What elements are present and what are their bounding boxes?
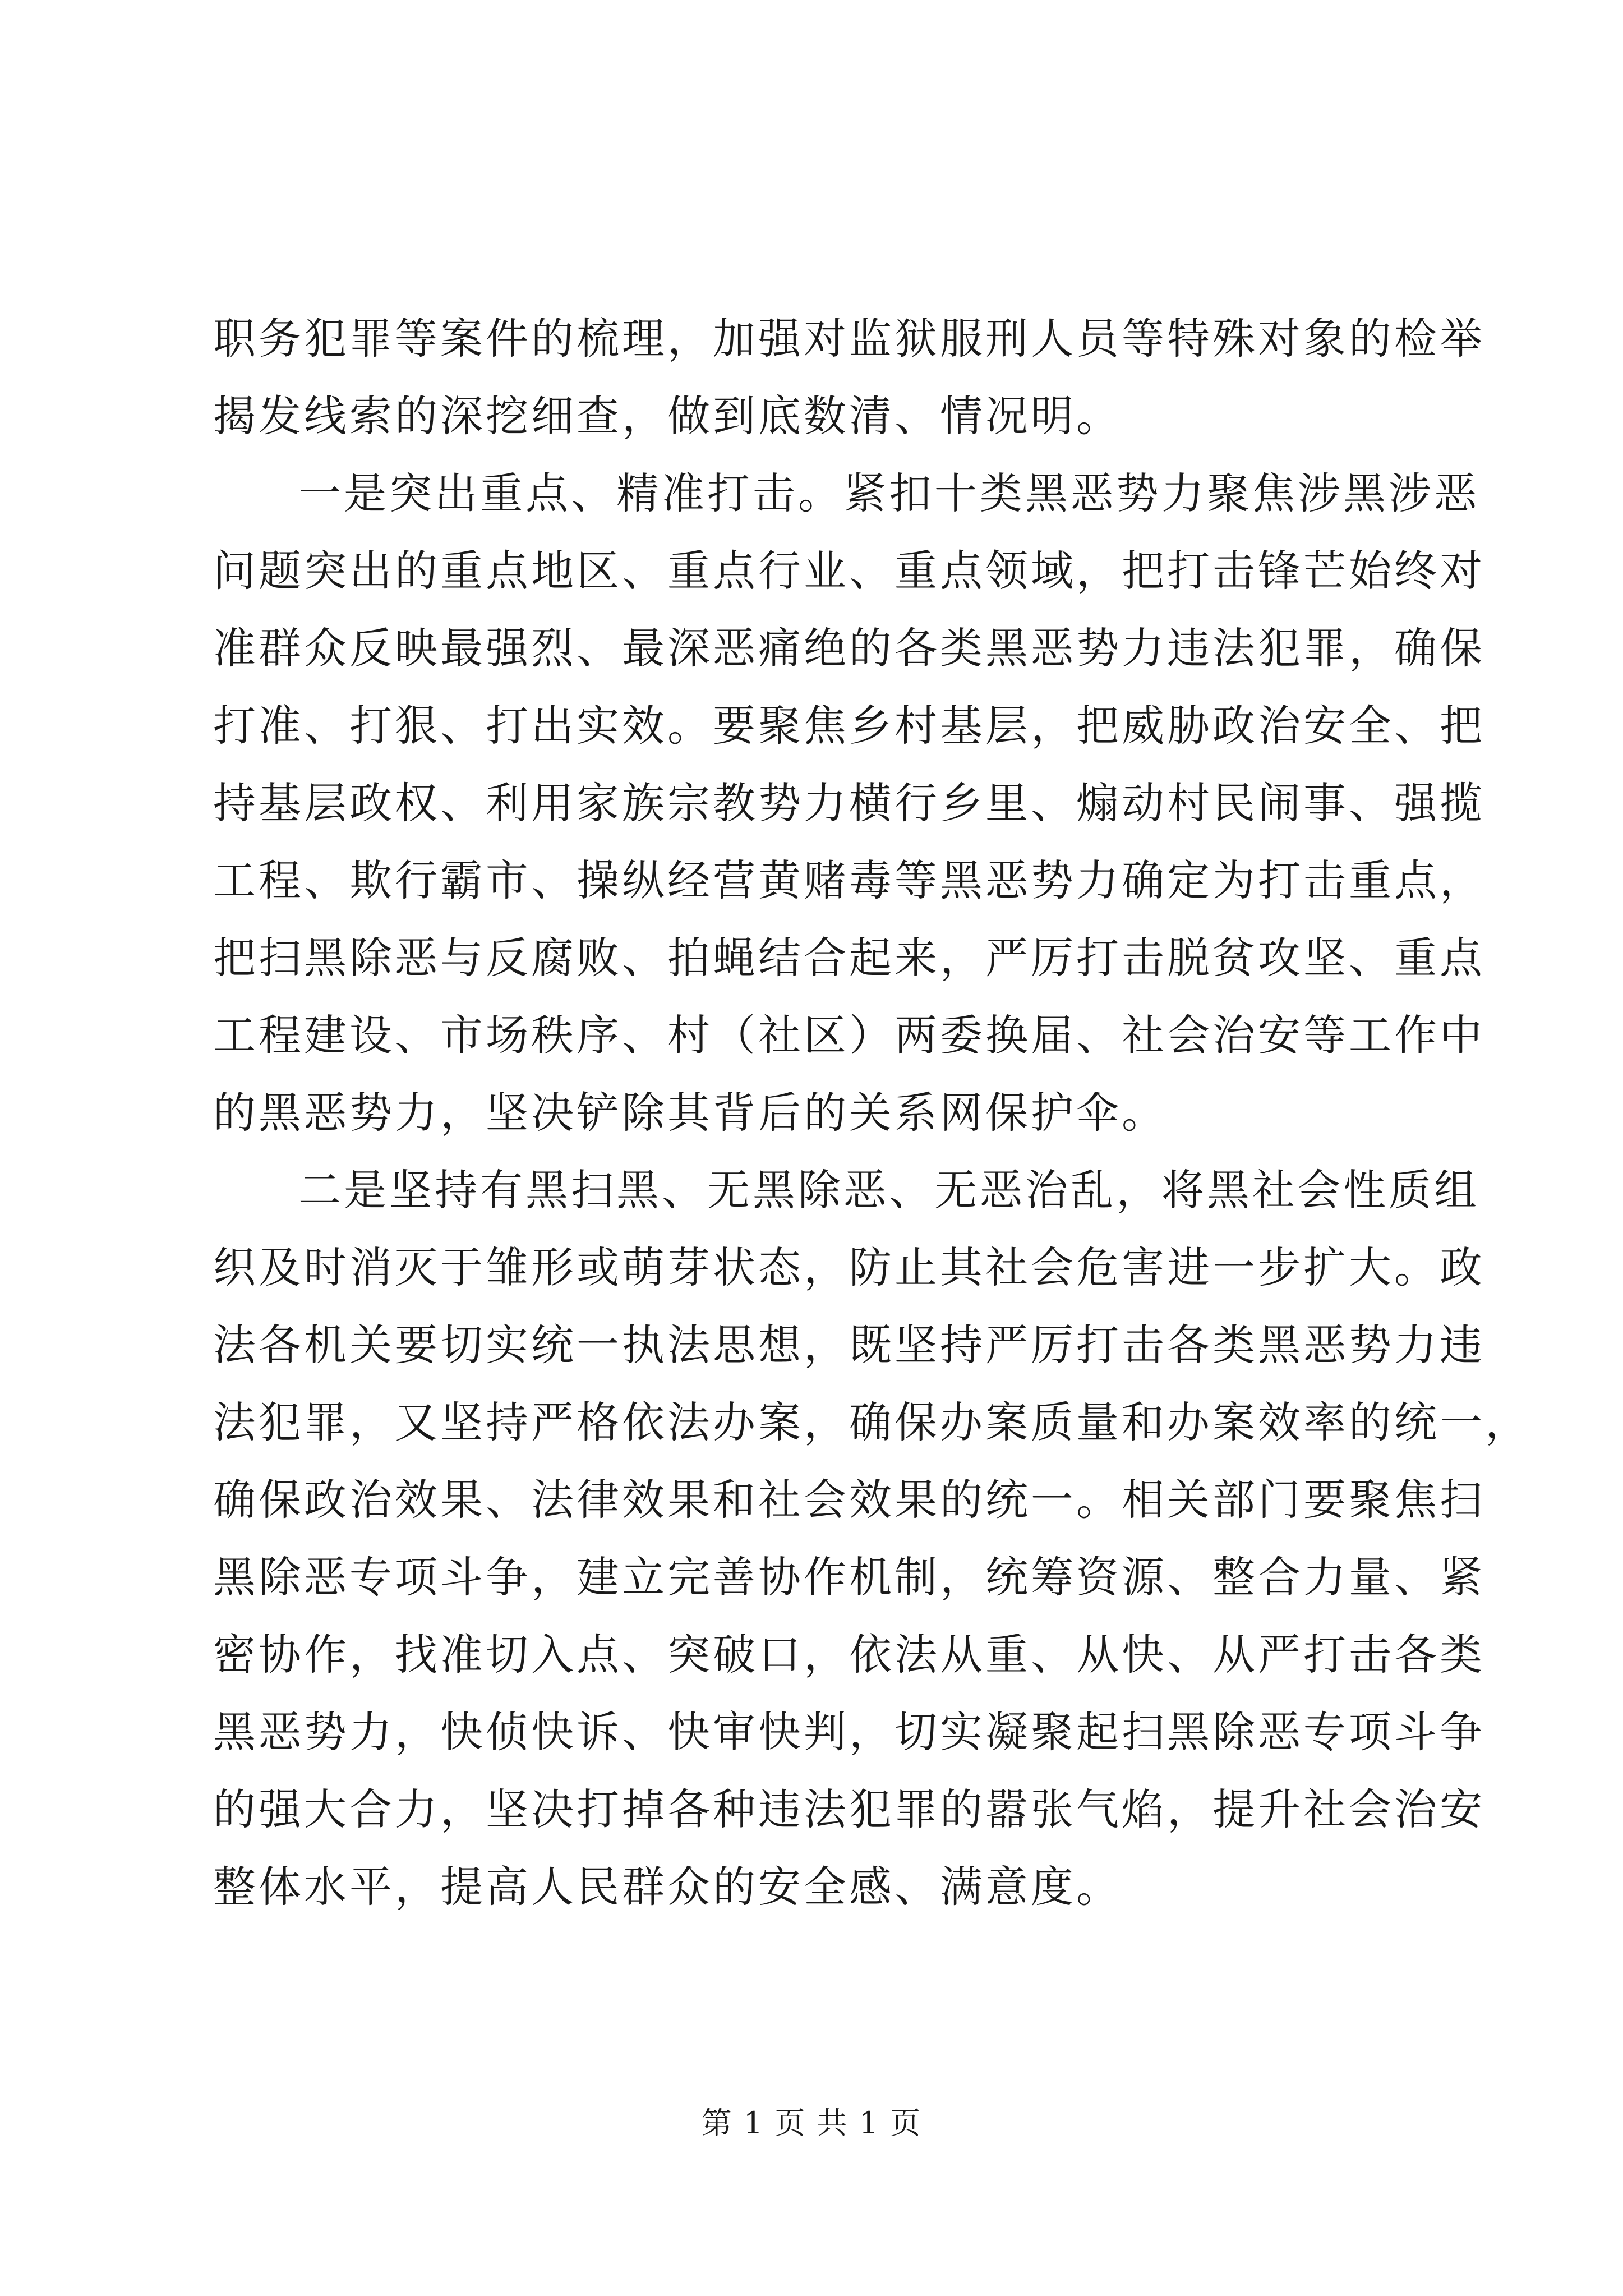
paragraph-first-line: 二是坚持有黑扫黑、无黑除恶、无恶治乱，将黑社会性质组: [298, 1165, 1479, 1215]
text-line: 法各机关要切实统一执法思想，既坚持严厉打击各类黑恶势力违: [213, 1320, 1485, 1370]
text-line: 黑除恶专项斗争，建立完善协作机制，统筹资源、整合力量、紧: [213, 1552, 1485, 1602]
text-line: 准群众反映最强烈、最深恶痛绝的各类黑恶势力违法犯罪，确保: [213, 623, 1485, 673]
paragraph-first-line: 一是突出重点、精准打击。紧扣十类黑恶势力聚焦涉黑涉恶: [298, 468, 1479, 518]
text-line: 密协作，找准切入点、突破口，依法从重、从快、从严打击各类: [213, 1630, 1485, 1680]
text-line: 工程、欺行霸市、操纵经营黄赌毒等黑恶势力确定为打击重点，: [213, 855, 1485, 905]
text-line: 持基层政权、利用家族宗教势力横行乡里、煽动村民闹事、强揽: [213, 778, 1485, 828]
document-body: [213, 300, 1530, 1926]
page-footer: 第 1 页 共 1 页: [701, 2105, 922, 2141]
text-line: 黑恶势力，快侦快诉、快审快判，切实凝聚起扫黑除恶专项斗争: [213, 1707, 1485, 1757]
text-line: 的强大合力，坚决打掉各种违法犯罪的嚣张气焰，提升社会治安: [213, 1784, 1485, 1834]
text-line: 整体水平，提高人民群众的安全感、满意度。: [213, 1862, 1122, 1912]
text-line: 工程建设、市场秩序、村（社区）两委换届、社会治安等工作中: [213, 1010, 1485, 1060]
text-line: 打准、打狠、打出实效。要聚焦乡村基层，把威胁政治安全、把: [213, 701, 1485, 751]
text-line: 职务犯罪等案件的梳理，加强对监狱服刑人员等特殊对象的检举: [213, 314, 1485, 364]
text-line: 织及时消灭于雏形或萌芽状态，防止其社会危害进一步扩大。政: [213, 1243, 1485, 1292]
text-line: 把扫黑除恶与反腐败、拍蝇结合起来，严厉打击脱贫攻坚、重点: [213, 933, 1485, 983]
text-line: 确保政治效果、法律效果和社会效果的统一。相关部门要聚焦扫: [213, 1475, 1485, 1525]
text-line: 问题突出的重点地区、重点行业、重点领域，把打击锋芒始终对: [213, 546, 1485, 596]
text-line: 法犯罪，又坚持严格依法办案，确保办案质量和办案效率的统一，: [213, 1397, 1530, 1447]
text-line: 揭发线索的深挖细查，做到底数清、情况明。: [213, 391, 1122, 441]
text-line: 的黑恶势力，坚决铲除其背后的关系网保护伞。: [213, 1088, 1167, 1138]
